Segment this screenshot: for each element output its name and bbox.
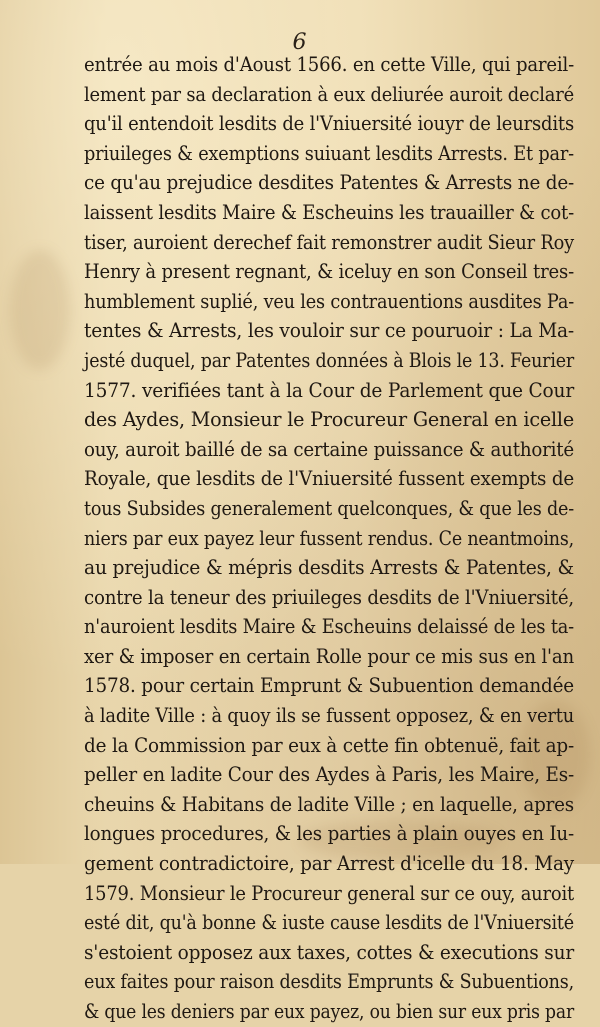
- text-line: tous Subsides generalement quelconques, & que les de-: [84, 496, 575, 520]
- text-line: 1578. pour certain Emprunt & Subuention demandée: [84, 674, 574, 698]
- text-line: ce qu'au prejudice desdites Patentes & Arrests ne de-: [84, 171, 575, 195]
- text-line: Henry à present regnant, & iceluy en son Conseil tres-: [84, 260, 574, 284]
- text-line: humblement suplié, veu les contrauentions ausdites Pa-: [84, 289, 574, 313]
- text-line: Royale, que lesdits de l'Vniuersité fussent exempts de: [84, 467, 575, 491]
- text-line: niers par eux payez leur fussent rendus. Ce neantmoins,: [84, 526, 574, 550]
- text-line: contre la teneur des priuileges desdits de l'Vniuersité,: [84, 585, 575, 609]
- text-line: longues procedures, & les parties à plain ouyes en Iu-: [84, 822, 574, 846]
- text-line: cheuins & Habitans de ladite Ville ; en laquelle, apres: [84, 792, 575, 816]
- text-line: 1579. Monsieur le Procureur general sur ce ouy, auroit: [84, 881, 574, 905]
- text-line: xer & imposer en certain Rolle pour ce mis sus en l'an: [84, 644, 574, 668]
- text-line: des Aydes, Monsieur le Procureur General en icelle: [84, 408, 574, 432]
- text-line: s'estoient opposez aux taxes, cottes & executions sur: [84, 940, 575, 964]
- body-text: [84, 50, 574, 1027]
- text-line: tentes & Arrests, les vouloir sur ce pouruoir : La Ma-: [84, 319, 575, 343]
- text-line: entrée au mois d'Aoust 1566. en cette Ville, qui pareil-: [84, 53, 574, 76]
- text-line: qu'il entendoit lesdits de l'Vniuersité iouyr de leursdits: [84, 112, 574, 136]
- paper-stain: [10, 250, 70, 370]
- text-line: n'auroient lesdits Maire & Escheuins delaissé de les ta-: [84, 615, 574, 639]
- text-line: à ladite Ville : à quoy ils se fussent opposez, & en vertu: [84, 704, 575, 728]
- text-line: priuileges & exemptions suiuant lesdits Arrests. Et par-: [84, 141, 574, 165]
- text-line: tiser, auroient derechef fait remonstrer audit Sieur Roy: [84, 230, 574, 254]
- text-line: de la Commission par eux à cette fin obtenuë, fait ap-: [84, 733, 575, 757]
- text-line: eux faites pour raison desdits Emprunts & Subuentions,: [84, 970, 575, 994]
- text-line: & que les deniers par eux payez, ou bien sur eux pris par: [84, 1000, 575, 1023]
- text-line: lement par sa declaration à eux deliurée auroit declaré: [84, 82, 574, 106]
- text-line: jesté duquel, par Patentes données à Blois le 13. Feurier: [84, 348, 575, 372]
- text-line: ouy, auroit baillé de sa certaine puissance & authorité: [84, 437, 575, 461]
- text-line: 1577. verifiées tant à la Cour de Parlement que Cour: [84, 378, 575, 402]
- text-line: au prejudice & mépris desdits Arrests & Patentes, &: [84, 556, 575, 580]
- text-line: gement contradictoire, par Arrest d'icelle du 18. May: [84, 852, 574, 876]
- text-line: laissent lesdits Maire & Escheuins les trauailler & cot-: [84, 200, 574, 224]
- text-line: peller en ladite Cour des Aydes à Paris, les Maire, Es-: [84, 763, 575, 787]
- page-number: 6: [292, 30, 308, 55]
- text-line: esté dit, qu'à bonne & iuste cause lesdits de l'Vniuersité: [84, 911, 574, 935]
